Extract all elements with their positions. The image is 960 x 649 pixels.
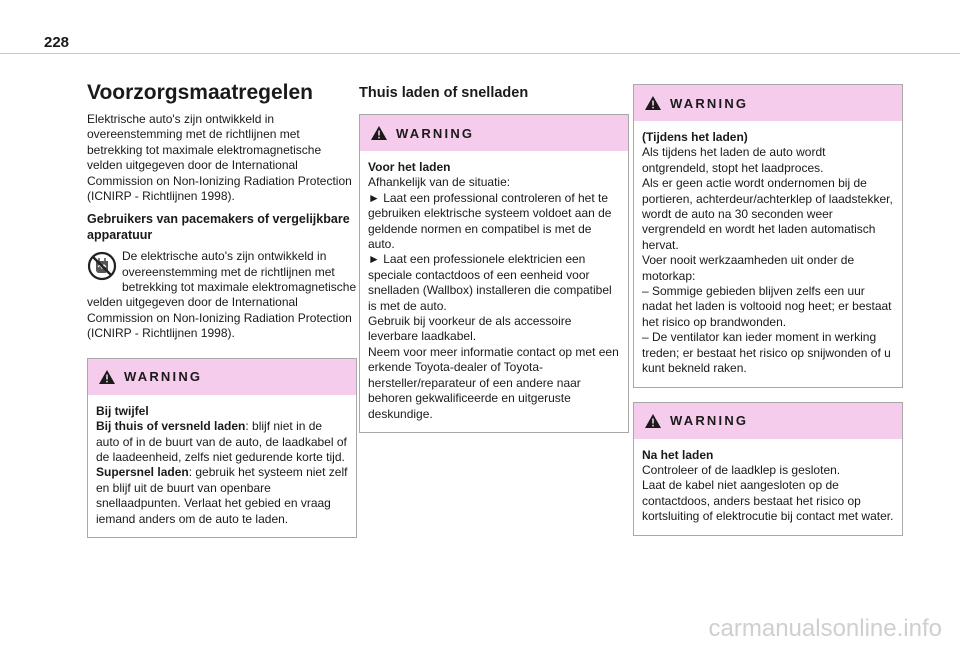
warning-term: Bij thuis of versneld laden [96, 419, 246, 434]
warning-line: Als tijdens het laden de auto wordt ontgrendeld, stopt het laadproces. [642, 145, 826, 175]
warning-paragraph-supercharging [96, 465, 348, 527]
pacemaker-heading: Gebruikers van pacemakers of vergelijkbare apparatuur [87, 212, 350, 242]
top-divider [0, 53, 960, 54]
warning-triangle-icon [644, 413, 662, 429]
warning-header [360, 115, 628, 151]
section-title-precautions: Voorzorgsmaatregelen [87, 81, 314, 104]
warning-bullet: ► Laat een professionele elektricien een speciale contactdoos of een eenheid voor snelladen (Wallbox) installeren die compatibel is met de auto. [368, 252, 612, 313]
warning-heading: Bij twijfel [96, 403, 149, 418]
warning-header [88, 359, 356, 395]
section-title-home-charging: Thuis laden of snelladen [359, 85, 529, 101]
warning-body [88, 395, 356, 537]
warning-box-before-charging [359, 114, 629, 433]
pacemaker-text: De elektrische auto's zijn ontwikkeld in overeenstemming met de richtlijnen met betrekking tot maximale elektromagnetische velden uitgegeven door de International Commission on Non-Ionizing Radiation Protection (ICNIRP - Richtlijnen 1998). [87, 249, 357, 341]
warning-triangle-icon [370, 125, 388, 141]
warning-triangle-icon [98, 369, 116, 385]
warning-body [634, 121, 902, 387]
warning-term: Supersnel laden [96, 465, 189, 480]
warning-line: Controleer of de laadklep is gesloten. [642, 462, 841, 477]
warning-header [634, 403, 902, 439]
warning-line: Voer nooit werkzaamheden uit onder de motorkap: [642, 253, 855, 283]
no-pacemaker-icon [87, 251, 117, 281]
warning-line: – Sommige gebieden blijven zelfs een uur nadat het laden is voltooid nog heet; er bestaat het risico op brandwonden. [642, 284, 892, 329]
warning-label: WARNING [670, 413, 749, 428]
column-charging-warnings [633, 84, 903, 536]
watermark: carmanualsonline.info [708, 615, 942, 642]
precautions-intro: Elektrische auto's zijn ontwikkeld in overeenstemming met de richtlijnen met betrekking tot maximale elektromagnetische velden uitgegeven door de International Commission on Non-Ionizing Radiation Protection (ICNIRP - Richtlijnen 1998). [87, 112, 352, 204]
warning-triangle-icon [644, 95, 662, 111]
warning-box-during-charging [633, 84, 903, 388]
warning-bullet: ► Laat een professional controleren of het te gebruiken elektrische systeem voldoet aan de geldende normen en compatibel is met de auto. [368, 190, 612, 252]
column-precautions [87, 80, 357, 538]
page-number: 228 [44, 34, 70, 51]
warning-line: Laat de kabel niet aangesloten op de contactdoos, anders bestaat het risico op kortsluiting of elektrocutie bij contact met water. [642, 478, 894, 524]
warning-label: WARNING [124, 369, 203, 385]
warning-line: Als er geen actie wordt ondernomen bij de portieren, achterdeur/achterklep of laadstekker, wordt de auto na 30 seconden weer vergrendeld en wordt het laden automatisch hervat. [642, 176, 893, 252]
warning-text: : gebruik het systeem niet zelf en blijf uit de buurt van openbare snellaadpunten. Verlaat het gebied en vraag iemand anders om de auto te laden. [96, 465, 348, 526]
column-home-charging [359, 84, 629, 433]
warning-header [634, 85, 902, 121]
warning-label: WARNING [396, 125, 475, 141]
warning-box-after-charging [633, 402, 903, 536]
warning-paragraph-home-charging [96, 419, 348, 465]
warning-heading: Na het laden [642, 447, 714, 462]
warning-heading: Voor het laden [368, 160, 451, 174]
warning-label: WARNING [670, 95, 749, 111]
warning-text: : blijf niet in de auto of in de buurt van de auto, de laadkabel of de laadeenheid, zelfs niet gedurende korte tijd. [96, 419, 347, 464]
warning-line: Neem voor meer informatie contact op met een erkende Toyota-dealer of Toyota-hersteller/reparateur of een andere naar behoren gekwalificeerde en uitgeruste deskundige. [368, 344, 619, 421]
warning-line: Afhankelijk van de situatie: [368, 175, 511, 190]
warning-line: – De ventilator kan ieder moment in werking treden; er bestaat het risico op snijwonden of u kunt bekneld raken. [642, 330, 891, 376]
warning-heading: (Tijdens het laden) [642, 130, 748, 144]
warning-line: Gebruik bij voorkeur de als accessoire leverbare laadkabel. [368, 314, 572, 344]
pacemaker-block [87, 249, 357, 341]
warning-body [360, 151, 628, 432]
warning-box-doubt [87, 358, 357, 538]
warning-body [634, 439, 902, 535]
